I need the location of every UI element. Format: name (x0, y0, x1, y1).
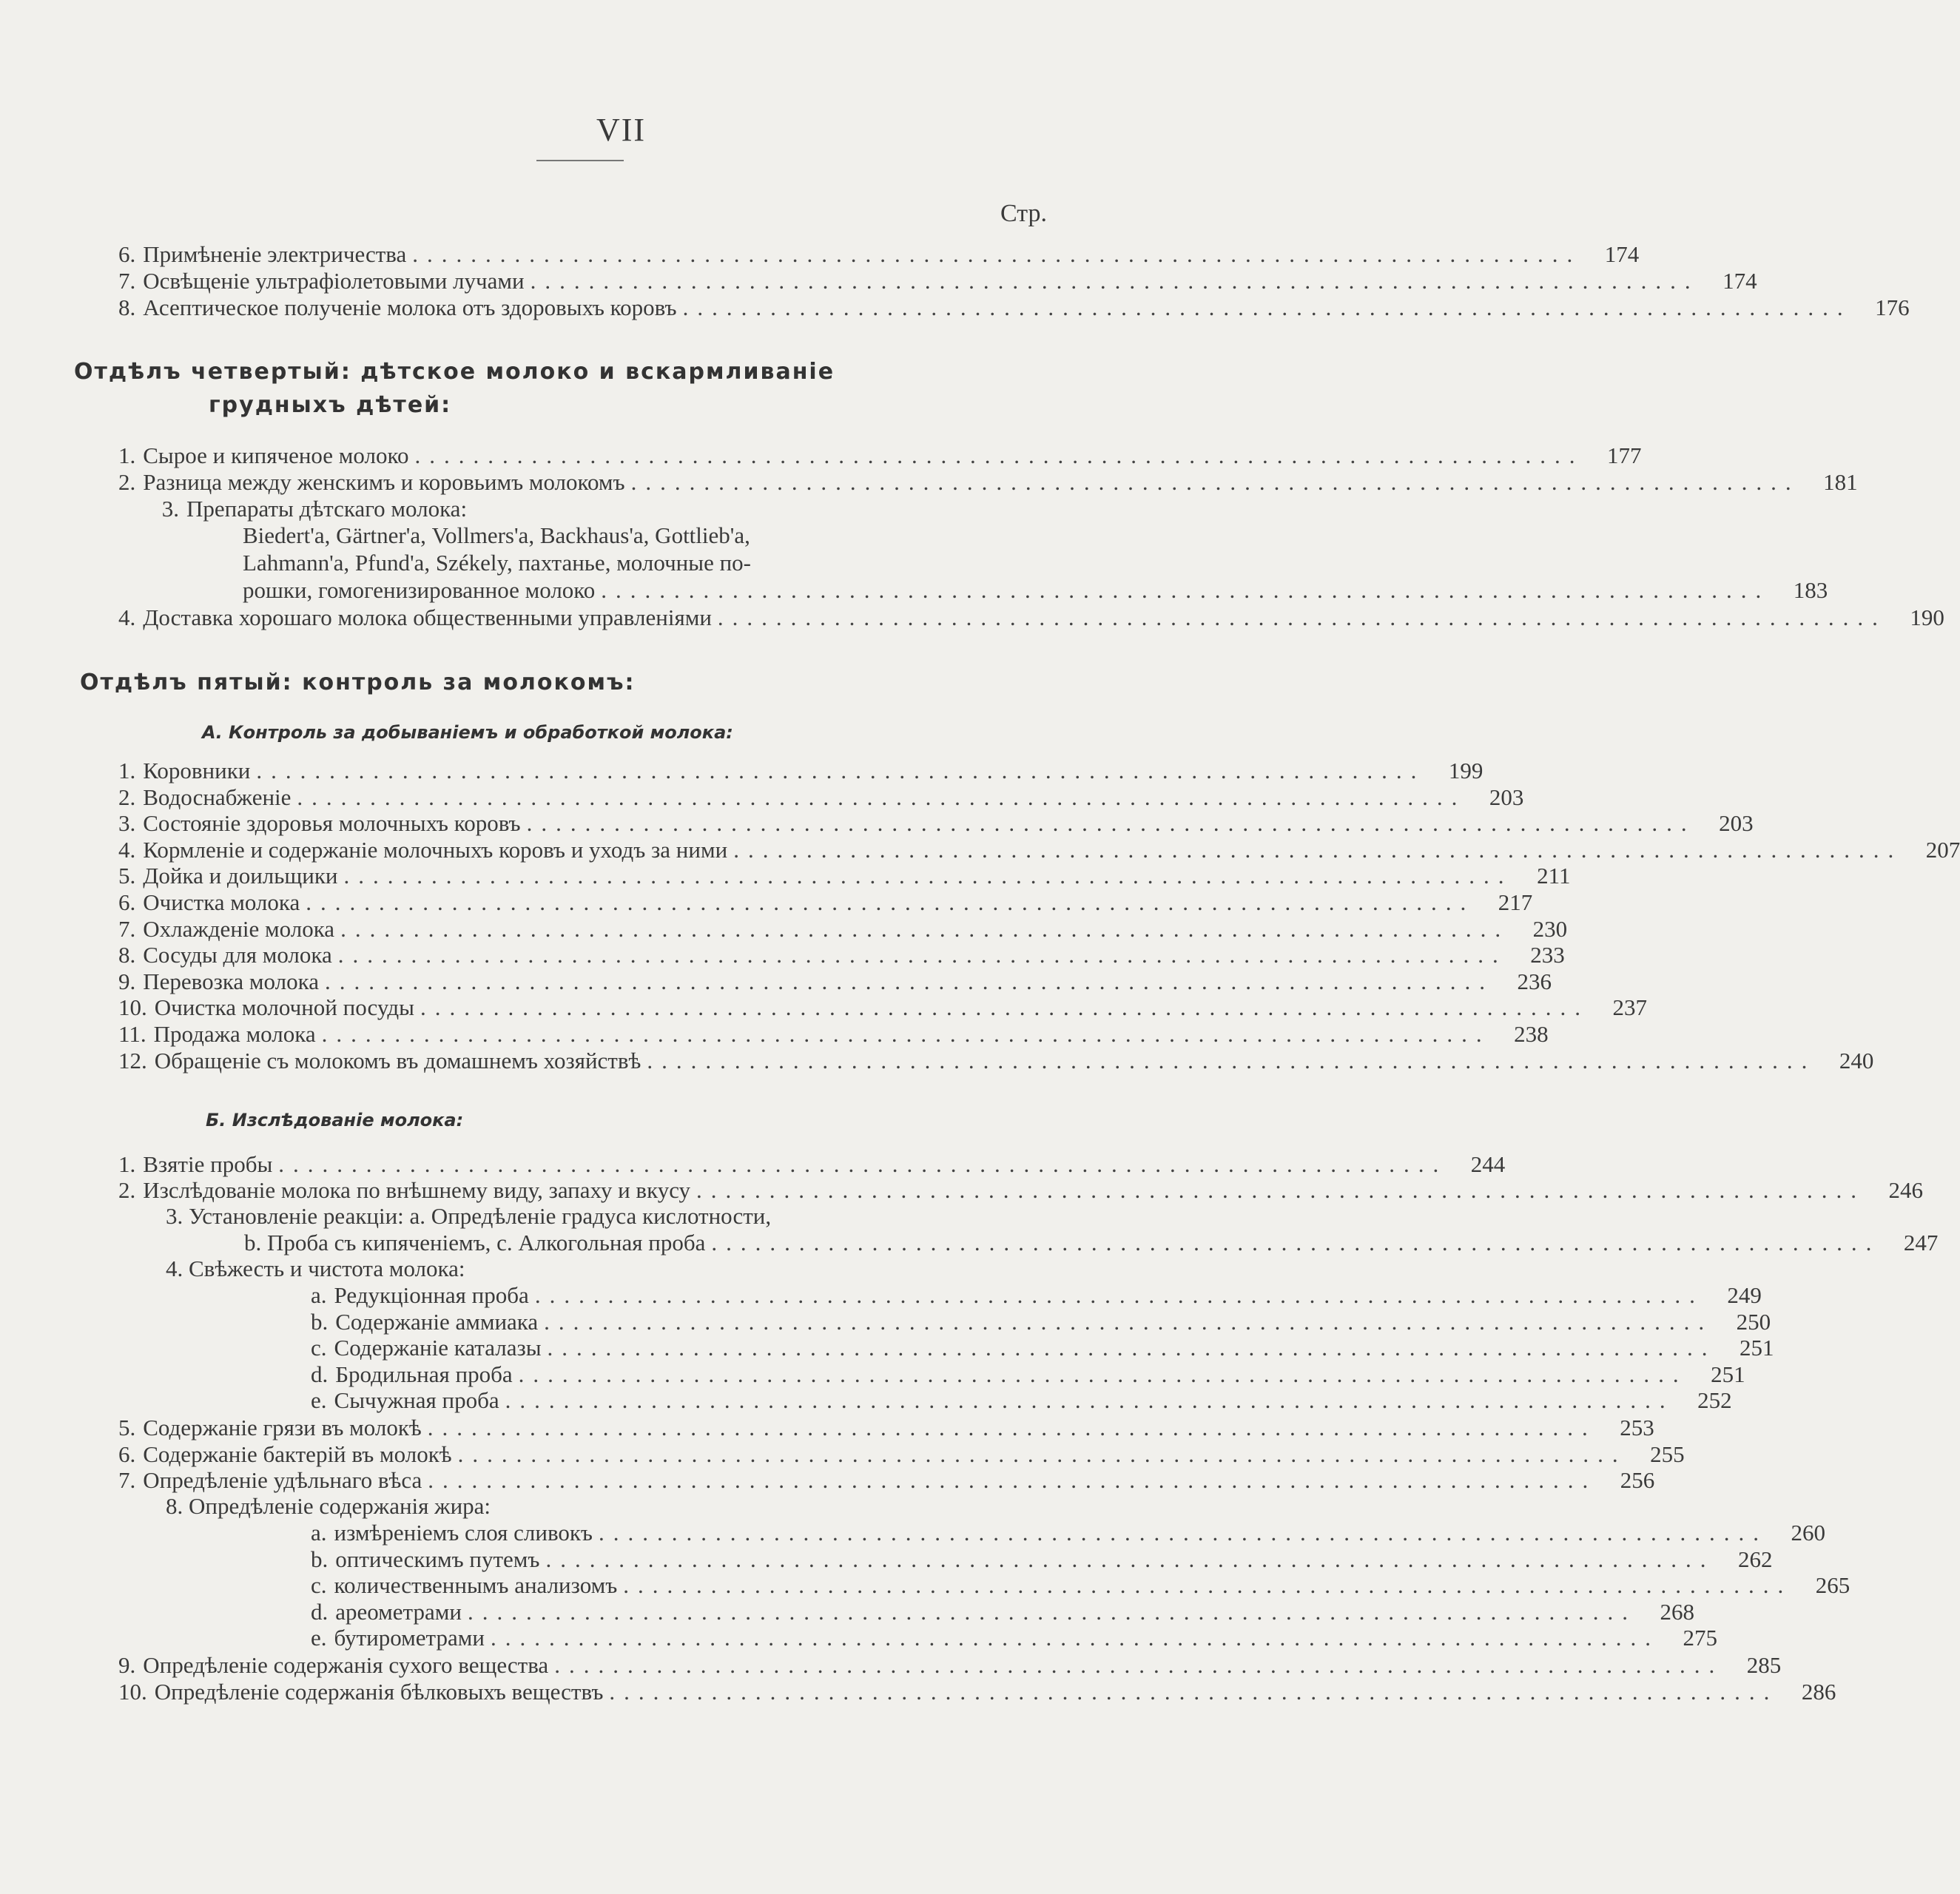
entry-page: 246 (1888, 1177, 1924, 1203)
entry-title: Бродильная проба (335, 1361, 513, 1387)
prep-line-1: Biedert'а, Gärtner'а, Vollmers'а, Backhaus'а, Gottlieb'а, (243, 522, 750, 548)
entry-title: Содержаніе бактерій въ молокѣ (143, 1440, 452, 1467)
subsection-a-heading: А. Контроль за добываніемъ и обработкой молока: (202, 722, 733, 743)
toc-entry (118, 758, 1484, 784)
toc-entry (311, 1361, 1745, 1388)
entry-page: 251 (1711, 1361, 1745, 1387)
entry-page: 275 (1683, 1625, 1717, 1651)
entry-number: 7. (118, 268, 136, 294)
dot-leader: ................................................................................ (337, 942, 1507, 968)
subsection-b-heading: Б. Изслѣдованіе молока: (206, 1110, 464, 1130)
prep-line-2: Lahmann'а, Pfund'а, Székely, пахтанье, молочные по- (243, 550, 751, 576)
entry-number: 5. (118, 1415, 136, 1440)
entry-page: 181 (1823, 469, 1858, 495)
dot-leader: ................................................................................ (623, 1572, 1793, 1598)
dot-leader: ................................................................................ (457, 1440, 1627, 1467)
entry-title: Опредѣленіе содержанія бѣлковыхъ веществъ (154, 1678, 604, 1705)
entry-page: 250 (1736, 1308, 1771, 1335)
entry-title: Содержаніе аммиака (335, 1308, 539, 1335)
toc-entry (118, 1415, 1654, 1441)
dot-leader: ................................................................................ (278, 1151, 1448, 1177)
entry-title: Коровники (143, 758, 251, 783)
dot-leader: ................................................................................ (420, 994, 1589, 1021)
entry-number: 3. (118, 810, 136, 837)
entry-page: 233 (1530, 942, 1565, 968)
toc-entry (311, 1520, 1825, 1546)
dot-leader: ................................................................................ (428, 1467, 1597, 1493)
entry-title: измѣреніемъ слоя сливокъ (334, 1520, 593, 1546)
entry-number: 9. (118, 968, 136, 994)
toc-entry (311, 1625, 1717, 1651)
entry-number: 2. (118, 783, 136, 810)
entry-number: 1. (118, 442, 136, 468)
dot-leader: ................................................................................ (717, 604, 1887, 630)
toc-entry (243, 577, 1828, 604)
dot-leader: ................................................................................ (412, 241, 1582, 267)
entry-title: Опредѣленіе содержанія сухого вещества (143, 1652, 549, 1678)
entry-page: 203 (1719, 810, 1754, 837)
entry-page: 203 (1489, 783, 1524, 810)
toc-entry (118, 604, 1944, 631)
toc-entry (118, 294, 1910, 321)
entry-page: 236 (1517, 968, 1552, 994)
dot-leader: ................................................................................ (256, 758, 1426, 783)
section4-heading-line1: Отдѣлъ четвертый: дѣтское молоко и вскармливаніе (74, 359, 835, 385)
entry-page: 174 (1722, 268, 1757, 294)
entry-number: d. (311, 1361, 329, 1387)
entry-title: Сычужная проба (334, 1387, 499, 1413)
entry-number: 7. (118, 915, 136, 942)
entry-title: Дойка и доильщики (143, 863, 338, 889)
entry-page: 255 (1650, 1440, 1685, 1467)
dot-leader: ................................................................................ (547, 1335, 1717, 1361)
entry-number: 11. (118, 1021, 147, 1047)
entry-number: 4. (118, 836, 136, 863)
entry-page: 183 (1793, 577, 1828, 603)
dot-leader: ................................................................................ (544, 1308, 1714, 1335)
section5-heading: Отдѣлъ пятый: контроль за молокомъ: (80, 670, 636, 695)
toc-entry (118, 994, 1647, 1021)
toc-entry (311, 1572, 1850, 1599)
toc-entry (311, 1282, 1762, 1309)
entry-number: 10. (118, 994, 147, 1021)
dot-leader: ................................................................................ (518, 1361, 1688, 1387)
entry-number: 12. (118, 1047, 147, 1074)
toc-entry (118, 1440, 1685, 1468)
dot-leader: ................................................................................ (467, 1598, 1637, 1625)
toc-entry (244, 1230, 1939, 1256)
entry-title: Содержаніе каталазы (334, 1335, 542, 1361)
entry-title: b. Проба съ кипяченіемъ, с. Алкогольная проба (244, 1230, 706, 1256)
entry-title: Разница между женскимъ и коровьимъ молокомъ (143, 469, 625, 495)
entry-page: 247 (1903, 1230, 1939, 1256)
entry-title: Взятіе пробы (143, 1151, 273, 1177)
entry-title: оптическимъ путемъ (335, 1546, 540, 1572)
dot-leader: ................................................................................ (682, 294, 1852, 320)
toc-entry (118, 1021, 1549, 1048)
dot-leader: ................................................................................ (647, 1047, 1816, 1074)
entry-title: Состояніе здоровья молочныхъ коровъ (143, 810, 521, 837)
dot-leader: ................................................................................ (414, 442, 1584, 468)
entry-page: 268 (1660, 1598, 1694, 1625)
entry-number: 9. (118, 1652, 136, 1678)
dot-leader: ................................................................................ (321, 1021, 1491, 1047)
entry-page: 285 (1746, 1652, 1782, 1678)
entry-title: Опредѣленіе удѣльнаго вѣса (143, 1467, 422, 1493)
entry-title: Сырое и кипяченое молоко (143, 442, 409, 468)
entry-title: Редукціонная проба (334, 1282, 529, 1308)
entry-title: Изслѣдованіе молока по внѣшнему виду, запаху и вкусу (143, 1177, 691, 1203)
entry-page: 199 (1448, 758, 1484, 783)
entry-title: Перевозка молока (143, 968, 319, 994)
toc-entry (118, 1652, 1782, 1679)
entry-title: Сосуды для молока (143, 942, 332, 968)
toc-entry (311, 1335, 1774, 1361)
toc-entry (118, 241, 1640, 268)
toc-entry (118, 469, 1858, 496)
dot-leader: ................................................................................ (534, 1282, 1704, 1308)
entry-number: 6. (118, 241, 136, 267)
entry-number: 7. (118, 1467, 136, 1493)
toc-entry (311, 1598, 1694, 1625)
entry-title: Обращеніе съ молокомъ въ домашнемъ хозяйствѣ (154, 1047, 641, 1074)
entry-page: 286 (1801, 1678, 1836, 1705)
entry-number: 10. (118, 1678, 147, 1705)
entry-title: Продажа молока (153, 1021, 316, 1047)
entry-title: Очистка молока (143, 889, 300, 915)
item8-heading: 8. Опредѣленіе содержанія жира: (166, 1493, 491, 1519)
entry-number: 8. (118, 294, 136, 320)
entry-title: Охлажденіе молока (143, 915, 335, 942)
entry-page: 251 (1740, 1335, 1774, 1361)
toc-entry (311, 1387, 1732, 1414)
dot-leader: ................................................................................ (306, 889, 1475, 915)
item4-heading: 4. Свѣжесть и чистота молока: (166, 1256, 465, 1281)
entry-number: a. (311, 1520, 327, 1546)
entry-number: a. (311, 1282, 327, 1308)
entry-page: 230 (1532, 915, 1568, 942)
entry-number: 8. (118, 942, 136, 968)
entry-number: c. (311, 1335, 327, 1361)
entry-number: e. (311, 1387, 327, 1413)
dot-leader: ................................................................................ (696, 1177, 1866, 1203)
dot-leader: ................................................................................ (711, 1230, 1881, 1256)
dot-leader: ................................................................................ (601, 577, 1771, 603)
toc-entry (118, 836, 1960, 863)
entry-number: 1. (118, 758, 136, 783)
toc-entry (118, 1467, 1655, 1494)
entry-title: Водоснабженіе (143, 783, 292, 810)
entry-number: 4. (118, 604, 136, 630)
entry-page: 260 (1791, 1520, 1825, 1546)
entry-page: 207 (1925, 836, 1960, 863)
entry-number: b. (311, 1546, 329, 1572)
entry-page: 256 (1620, 1467, 1655, 1493)
dot-leader: ................................................................................ (324, 968, 1494, 994)
item3-line1: 3. Установленіе реакціи: а. Опредѣленіе градуса кислотности, (166, 1203, 772, 1229)
dot-leader: ................................................................................ (526, 810, 1696, 837)
entry-page: 177 (1606, 442, 1642, 468)
dot-leader: ................................................................................ (505, 1387, 1674, 1413)
toc-entry (118, 442, 1642, 469)
dot-leader: ................................................................................ (598, 1520, 1768, 1546)
entry-page: 174 (1604, 241, 1640, 267)
dot-leader: ................................................................................ (530, 268, 1700, 294)
page-number: VII (596, 112, 647, 148)
dot-leader: ................................................................................ (340, 915, 1510, 942)
toc-entry (118, 915, 1568, 943)
entry-number: c. (311, 1572, 327, 1598)
entry-title: Освѣщеніе ультрафіолетовыми лучами (143, 268, 525, 294)
dot-leader: ................................................................................ (630, 469, 1800, 495)
entry-page: 176 (1875, 294, 1910, 320)
toc-entry (118, 1177, 1924, 1204)
section4-heading-line2: грудныхъ дѣтей: (209, 392, 452, 418)
entry-number: 6. (118, 1440, 136, 1467)
entry-number: 2. (118, 469, 136, 495)
entry-title: Препараты дѣтскаго молока: (186, 496, 468, 522)
entry-number: 2. (118, 1177, 136, 1203)
toc-entry (118, 968, 1552, 995)
toc-entry (118, 496, 1062, 522)
toc-entry (118, 1151, 1506, 1178)
dot-leader: ................................................................................ (427, 1415, 1597, 1440)
dot-leader: ................................................................................ (609, 1678, 1779, 1705)
toc-entry (118, 268, 1757, 294)
entry-title: Кормленіе и содержаніе молочныхъ коровъ и уходъ за ними (143, 836, 728, 863)
entry-page: 217 (1498, 889, 1533, 915)
entry-title: количественнымъ анализомъ (334, 1572, 618, 1598)
entry-title: Доставка хорошаго молока общественными управленіями (143, 604, 712, 630)
entry-page: 211 (1537, 863, 1571, 889)
toc-entry (118, 889, 1533, 916)
dot-leader: ................................................................................ (554, 1652, 1724, 1678)
dot-leader: ................................................................................ (545, 1546, 1715, 1572)
entry-number: b. (311, 1308, 329, 1335)
entry-page: 262 (1737, 1546, 1773, 1572)
entry-title: рошки, гомогенизированное молоко (243, 577, 596, 603)
entry-title: бутирометрами (334, 1625, 485, 1651)
toc-entry (118, 810, 1754, 837)
dot-leader: ................................................................................ (297, 783, 1466, 810)
entry-page: 252 (1697, 1387, 1732, 1413)
entry-number: 5. (118, 863, 136, 889)
entry-number: e. (311, 1625, 327, 1651)
entry-number: 6. (118, 889, 136, 915)
entry-title: Примѣненіе электричества (143, 241, 407, 267)
entry-page: 249 (1727, 1282, 1762, 1308)
toc-entry (118, 783, 1524, 811)
entry-page: 237 (1612, 994, 1647, 1021)
toc-entry (118, 1047, 1874, 1074)
entry-page: 265 (1815, 1572, 1850, 1598)
entry-page: 238 (1514, 1021, 1549, 1047)
toc-entry (118, 942, 1565, 968)
toc-entry (118, 863, 1571, 889)
page-number-rule (536, 160, 624, 161)
dot-leader: ................................................................................ (490, 1625, 1660, 1651)
entry-title: Очистка молочной посуды (154, 994, 414, 1021)
entry-number: 3. (161, 496, 179, 522)
toc-entry (118, 1678, 1836, 1705)
entry-number: 1. (118, 1151, 136, 1177)
entry-number: d. (311, 1598, 329, 1625)
dot-leader: ................................................................................ (733, 836, 1903, 863)
entry-title: ареометрами (335, 1598, 462, 1625)
toc-entry (311, 1308, 1771, 1335)
entry-page: 240 (1839, 1047, 1874, 1074)
entry-page: 190 (1910, 604, 1944, 630)
entry-title: Содержаніе грязи въ молокѣ (143, 1415, 422, 1440)
entry-page: 253 (1620, 1415, 1654, 1440)
dot-leader: ................................................................................ (343, 863, 1513, 889)
toc-entry (311, 1546, 1773, 1573)
page-column-label: Стр. (1000, 200, 1048, 227)
entry-page: 244 (1470, 1151, 1506, 1177)
entry-title: Асептическое полученіе молока отъ здоровыхъ коровъ (143, 294, 677, 320)
